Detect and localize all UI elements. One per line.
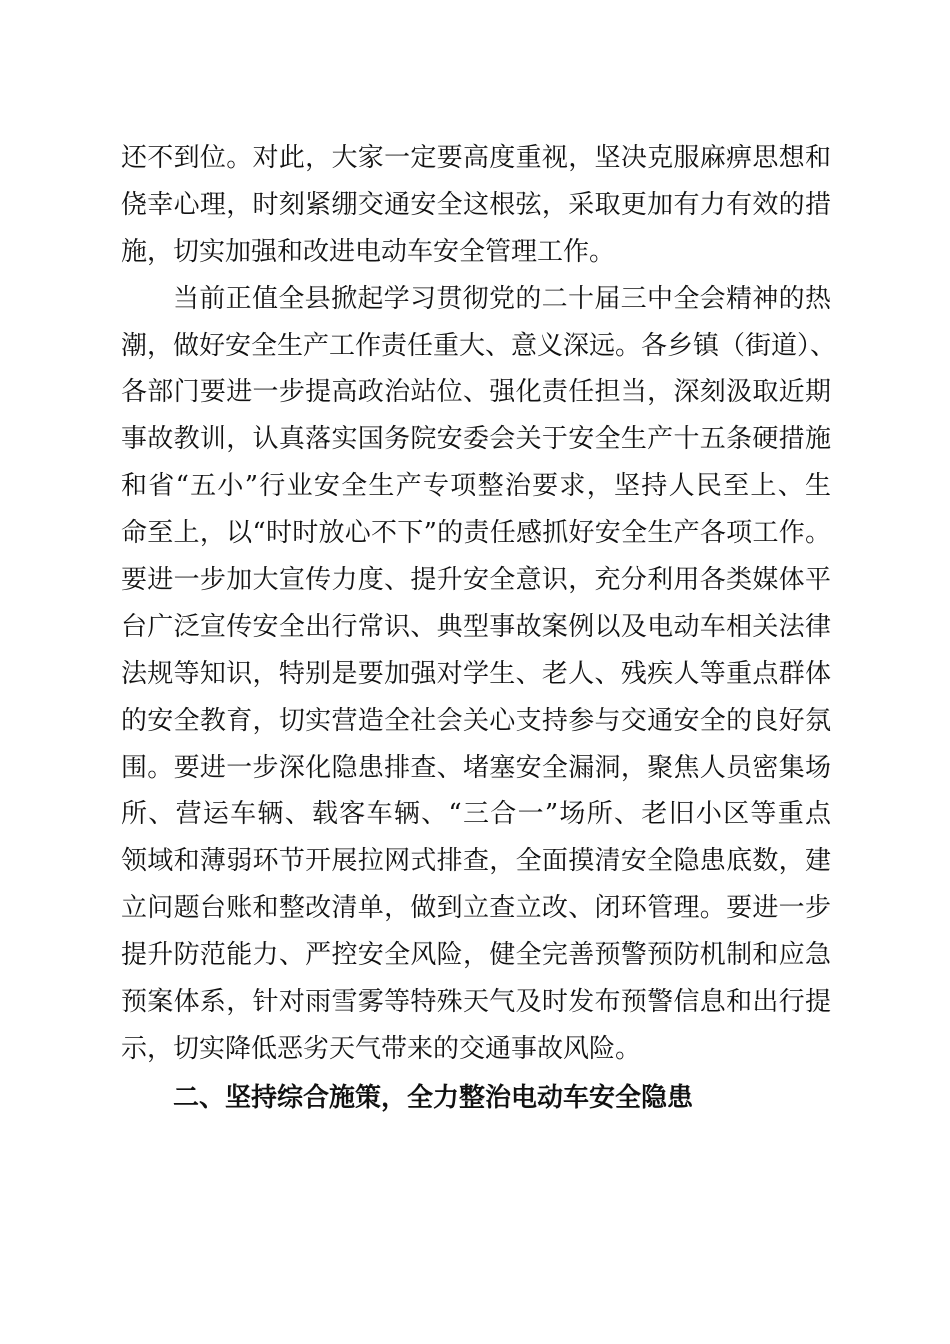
paragraph-line: 当前正值全县掀起学习贯彻党的二十届三中全会精神的热	[173, 283, 831, 314]
paragraph-line: 还不到位。对此，大家一定要高度重视，坚决克服麻痹思想和	[121, 143, 831, 173]
paragraph-line: 台广泛宣传安全出行常识、典型事故案例以及电动车相关法律	[121, 611, 831, 642]
paragraph-line: 示，切实降低恶劣天气带来的交通事故风险。	[121, 1033, 642, 1064]
paragraph-line: 预案体系，针对雨雪雾等特殊天气及时发布预警信息和出行提	[121, 987, 831, 1018]
paragraph-line: 潮，做好安全生产工作责任重大、意义深远。各乡镇（街道）、	[121, 330, 837, 361]
paragraph-line: 施，切实加强和改进电动车安全管理工作。	[121, 236, 616, 267]
paragraph-1	[121, 135, 831, 276]
paragraph-line: 要进一步加大宣传力度、提升安全意识，充分利用各类媒体平	[121, 565, 831, 596]
paragraph-line: 各部门要进一步提高政治站位、强化责任担当，深刻汲取近期	[121, 377, 831, 408]
paragraph-2	[121, 276, 837, 1073]
paragraph-line: 和省“五小”行业安全生产专项整治要求，坚持人民至上、生	[121, 471, 831, 502]
paragraph-line: 领域和薄弱环节开展拉网式排查，全面摸清安全隐患底数，建	[121, 846, 831, 877]
paragraph-line: 事故教训，认真落实国务院安委会关于安全生产十五条硬措施	[121, 424, 831, 455]
paragraph-line: 提升防范能力、严控安全风险，健全完善预警预防机制和应急	[121, 940, 831, 971]
paragraph-line: 侥幸心理，时刻紧绷交通安全这根弦，采取更加有力有效的措	[121, 189, 831, 220]
paragraph-line: 围。要进一步深化隐患排查、堵塞安全漏洞，聚焦人员密集场	[121, 752, 831, 783]
paragraph-line: 所、营运车辆、载客车辆、“三合一”场所、老旧小区等重点	[121, 799, 831, 830]
paragraph-line: 命至上，以“时时放心不下”的责任感抓好安全生产各项工作。	[121, 518, 831, 549]
paragraph-line: 立问题台账和整改清单，做到立查立改、闭环管理。要进一步	[121, 893, 831, 924]
section-heading: 二、坚持综合施策，全力整治电动车安全隐患	[173, 1082, 694, 1113]
paragraph-line: 的安全教育，切实营造全社会关心支持参与交通安全的良好氛	[121, 705, 831, 736]
document-body	[121, 135, 837, 1122]
paragraph-line: 法规等知识，特别是要加强对学生、老人、残疾人等重点群体	[121, 658, 831, 689]
